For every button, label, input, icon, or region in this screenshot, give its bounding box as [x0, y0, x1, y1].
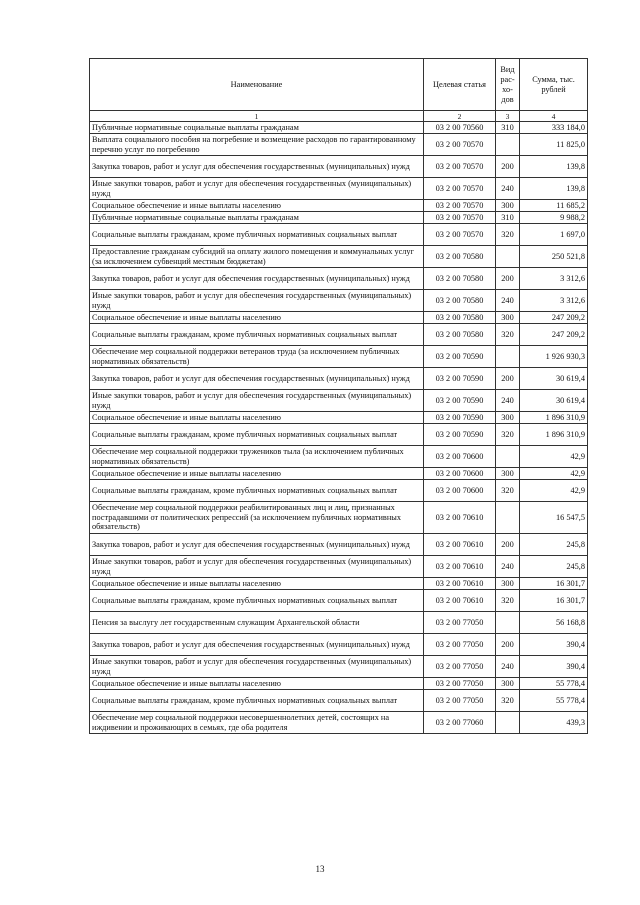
row-expense-type: 300 [496, 200, 520, 212]
row-expense-type: 240 [496, 390, 520, 412]
row-target-article: 03 2 00 70570 [424, 156, 496, 178]
row-name: Закупка товаров, работ и услуг для обеспечения государственных (муниципальных) нужд [90, 268, 424, 290]
column-number: 1 [90, 111, 424, 122]
table-row [90, 656, 588, 678]
row-name: Закупка товаров, работ и услуг для обеспечения государственных (муниципальных) нужд [90, 368, 424, 390]
row-target-article: 03 2 00 77050 [424, 678, 496, 690]
header-target-article: Целевая статья [424, 59, 496, 111]
row-sum: 333 184,0 [520, 122, 588, 134]
row-name: Обеспечение мер социальной поддержки ветеранов труда (за исключением публичных нормативных обязательств) [90, 346, 424, 368]
row-name: Социальные выплаты гражданам, кроме публичных нормативных социальных выплат [90, 480, 424, 502]
row-name: Выплата социального пособия на погребение и возмещение расходов по гарантированному перечню услуг по погребению [90, 134, 424, 156]
row-expense-type [496, 612, 520, 634]
header-expense-type: Вид рас-хо-дов [496, 59, 520, 111]
row-target-article: 03 2 00 70570 [424, 224, 496, 246]
row-sum: 42,9 [520, 446, 588, 468]
row-expense-type: 320 [496, 324, 520, 346]
row-sum: 11 825,0 [520, 134, 588, 156]
row-sum: 250 521,8 [520, 246, 588, 268]
row-name: Социальное обеспечение и иные выплаты населению [90, 468, 424, 480]
row-target-article: 03 2 00 70590 [424, 390, 496, 412]
row-expense-type: 320 [496, 424, 520, 446]
row-expense-type [496, 346, 520, 368]
row-expense-type: 310 [496, 212, 520, 224]
row-name: Социальное обеспечение и иные выплаты населению [90, 200, 424, 212]
table-row [90, 178, 588, 200]
row-expense-type: 240 [496, 178, 520, 200]
row-sum: 139,8 [520, 156, 588, 178]
row-name: Публичные нормативные социальные выплаты гражданам [90, 212, 424, 224]
row-expense-type: 200 [496, 368, 520, 390]
table-row [90, 268, 588, 290]
table-row [90, 634, 588, 656]
row-name: Социальное обеспечение и иные выплаты населению [90, 412, 424, 424]
row-target-article: 03 2 00 77050 [424, 634, 496, 656]
row-name: Социальное обеспечение и иные выплаты населению [90, 578, 424, 590]
row-name: Социальные выплаты гражданам, кроме публичных нормативных социальных выплат [90, 324, 424, 346]
table-row [90, 590, 588, 612]
row-sum: 1 926 930,3 [520, 346, 588, 368]
row-target-article: 03 2 00 70570 [424, 178, 496, 200]
row-target-article: 03 2 00 70600 [424, 480, 496, 502]
row-target-article: 03 2 00 77050 [424, 656, 496, 678]
table-header [90, 59, 588, 122]
row-name: Закупка товаров, работ и услуг для обеспечения государственных (муниципальных) нужд [90, 534, 424, 556]
table-row [90, 412, 588, 424]
table-row [90, 578, 588, 590]
row-target-article: 03 2 00 70610 [424, 578, 496, 590]
row-expense-type: 300 [496, 678, 520, 690]
table-row [90, 690, 588, 712]
row-name: Публичные нормативные социальные выплаты гражданам [90, 122, 424, 134]
table-row [90, 346, 588, 368]
table-row [90, 612, 588, 634]
row-target-article: 03 2 00 77050 [424, 612, 496, 634]
row-sum: 16 301,7 [520, 590, 588, 612]
table-row [90, 200, 588, 212]
row-target-article: 03 2 00 70580 [424, 312, 496, 324]
row-target-article: 03 2 00 77050 [424, 690, 496, 712]
row-sum: 1 697,0 [520, 224, 588, 246]
row-sum: 245,8 [520, 556, 588, 578]
column-number: 4 [520, 111, 588, 122]
row-sum: 247 209,2 [520, 312, 588, 324]
row-name: Закупка товаров, работ и услуг для обеспечения государственных (муниципальных) нужд [90, 156, 424, 178]
row-target-article: 03 2 00 70610 [424, 502, 496, 534]
row-target-article: 03 2 00 70580 [424, 290, 496, 312]
table-row [90, 122, 588, 134]
row-sum: 16 301,7 [520, 578, 588, 590]
row-expense-type: 240 [496, 290, 520, 312]
row-expense-type: 200 [496, 634, 520, 656]
budget-table [89, 58, 588, 734]
table-row [90, 290, 588, 312]
row-target-article: 03 2 00 70590 [424, 412, 496, 424]
row-target-article: 03 2 00 70610 [424, 534, 496, 556]
row-target-article: 03 2 00 70590 [424, 424, 496, 446]
row-sum: 42,9 [520, 480, 588, 502]
table-row [90, 312, 588, 324]
table-body [90, 122, 588, 734]
row-expense-type: 240 [496, 656, 520, 678]
row-expense-type: 200 [496, 268, 520, 290]
row-expense-type: 310 [496, 122, 520, 134]
row-name: Социальное обеспечение и иные выплаты населению [90, 678, 424, 690]
row-sum: 390,4 [520, 656, 588, 678]
row-expense-type: 320 [496, 224, 520, 246]
row-target-article: 03 2 00 77060 [424, 712, 496, 734]
row-sum: 247 209,2 [520, 324, 588, 346]
page-number: 13 [315, 864, 325, 874]
row-target-article: 03 2 00 70570 [424, 200, 496, 212]
table-row [90, 480, 588, 502]
row-sum: 16 547,5 [520, 502, 588, 534]
column-number: 2 [424, 111, 496, 122]
row-name: Социальные выплаты гражданам, кроме публичных нормативных социальных выплат [90, 224, 424, 246]
row-name: Иные закупки товаров, работ и услуг для обеспечения государственных (муниципальных) нужд [90, 178, 424, 200]
table-row [90, 502, 588, 534]
table-row [90, 468, 588, 480]
row-sum: 390,4 [520, 634, 588, 656]
row-target-article: 03 2 00 70580 [424, 246, 496, 268]
row-expense-type [496, 712, 520, 734]
table-row [90, 156, 588, 178]
row-sum: 439,3 [520, 712, 588, 734]
table-row [90, 424, 588, 446]
row-target-article: 03 2 00 70560 [424, 122, 496, 134]
row-name: Предоставление гражданам субсидий на оплату жилого помещения и коммунальных услуг (за исключением субвенций местным бюджетам) [90, 246, 424, 268]
column-number-row [90, 111, 588, 122]
table-row [90, 446, 588, 468]
row-sum: 11 685,2 [520, 200, 588, 212]
table-row [90, 534, 588, 556]
table-row [90, 224, 588, 246]
row-name: Обеспечение мер социальной поддержки тружеников тыла (за исключением публичных нормативных обязательств) [90, 446, 424, 468]
table-row [90, 368, 588, 390]
table-row [90, 390, 588, 412]
row-name: Обеспечение мер социальной поддержки несовершеннолетних детей, состоящих на иждивении и проживающих в семьях, где оба родителя [90, 712, 424, 734]
row-sum: 245,8 [520, 534, 588, 556]
row-target-article: 03 2 00 70610 [424, 556, 496, 578]
row-sum: 42,9 [520, 468, 588, 480]
header-row [90, 59, 588, 111]
row-target-article: 03 2 00 70590 [424, 346, 496, 368]
row-expense-type: 300 [496, 312, 520, 324]
row-name: Социальные выплаты гражданам, кроме публичных нормативных социальных выплат [90, 690, 424, 712]
row-name: Иные закупки товаров, работ и услуг для обеспечения государственных (муниципальных) нужд [90, 390, 424, 412]
row-name: Закупка товаров, работ и услуг для обеспечения государственных (муниципальных) нужд [90, 634, 424, 656]
row-name: Социальное обеспечение и иные выплаты населению [90, 312, 424, 324]
row-target-article: 03 2 00 70610 [424, 590, 496, 612]
row-target-article: 03 2 00 70570 [424, 212, 496, 224]
column-number: 3 [496, 111, 520, 122]
row-expense-type: 200 [496, 534, 520, 556]
table-row [90, 134, 588, 156]
row-sum: 56 168,8 [520, 612, 588, 634]
row-sum: 55 778,4 [520, 678, 588, 690]
row-sum: 139,8 [520, 178, 588, 200]
row-expense-type [496, 246, 520, 268]
table-row [90, 212, 588, 224]
table-row [90, 324, 588, 346]
row-name: Иные закупки товаров, работ и услуг для обеспечения государственных (муниципальных) нужд [90, 290, 424, 312]
table-row [90, 678, 588, 690]
row-target-article: 03 2 00 70600 [424, 446, 496, 468]
row-name: Социальные выплаты гражданам, кроме публичных нормативных социальных выплат [90, 424, 424, 446]
table-row [90, 712, 588, 734]
row-sum: 9 988,2 [520, 212, 588, 224]
row-expense-type [496, 134, 520, 156]
budget-table-container [89, 58, 587, 734]
row-sum: 3 312,6 [520, 290, 588, 312]
row-expense-type: 320 [496, 480, 520, 502]
row-expense-type: 320 [496, 590, 520, 612]
header-name: Наименование [90, 59, 424, 111]
row-target-article: 03 2 00 70580 [424, 324, 496, 346]
row-expense-type [496, 502, 520, 534]
row-sum: 1 896 310,9 [520, 412, 588, 424]
row-target-article: 03 2 00 70580 [424, 268, 496, 290]
header-sum: Сумма, тыс. рублей [520, 59, 588, 111]
row-expense-type: 300 [496, 412, 520, 424]
row-sum: 30 619,4 [520, 368, 588, 390]
row-target-article: 03 2 00 70590 [424, 368, 496, 390]
row-name: Иные закупки товаров, работ и услуг для обеспечения государственных (муниципальных) нужд [90, 656, 424, 678]
row-expense-type: 200 [496, 156, 520, 178]
row-sum: 30 619,4 [520, 390, 588, 412]
row-name: Социальные выплаты гражданам, кроме публичных нормативных социальных выплат [90, 590, 424, 612]
row-target-article: 03 2 00 70570 [424, 134, 496, 156]
table-row [90, 556, 588, 578]
row-target-article: 03 2 00 70600 [424, 468, 496, 480]
row-sum: 1 896 310,9 [520, 424, 588, 446]
row-name: Иные закупки товаров, работ и услуг для обеспечения государственных (муниципальных) нужд [90, 556, 424, 578]
row-expense-type: 240 [496, 556, 520, 578]
row-name: Обеспечение мер социальной поддержки реабилитированных лиц и лиц, признанных пострадавшими от политических репрессий (за исключением публичных нормативных обязательств) [90, 502, 424, 534]
row-expense-type: 300 [496, 468, 520, 480]
row-sum: 55 778,4 [520, 690, 588, 712]
row-name: Пенсия за выслугу лет государственным служащим Архангельской области [90, 612, 424, 634]
table-row [90, 246, 588, 268]
row-sum: 3 312,6 [520, 268, 588, 290]
row-expense-type [496, 446, 520, 468]
row-expense-type: 320 [496, 690, 520, 712]
row-expense-type: 300 [496, 578, 520, 590]
